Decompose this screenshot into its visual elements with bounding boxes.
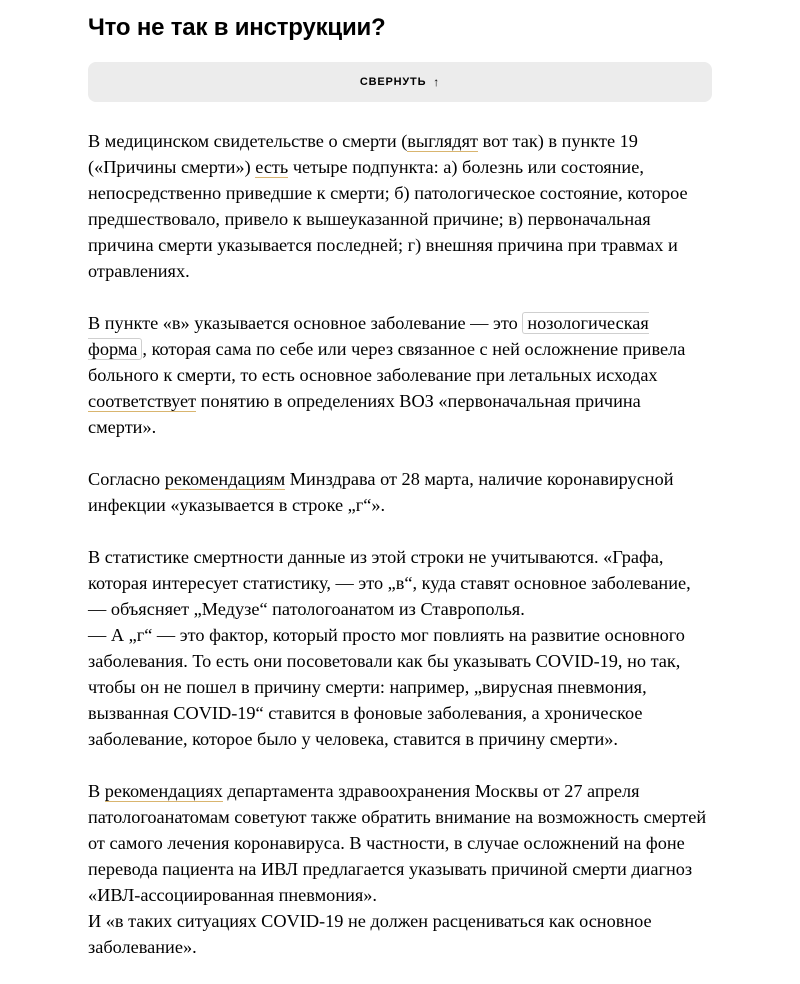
link-rekomendatsiyam[interactable]: рекомендациям	[164, 469, 286, 489]
text-fragment: В пункте «в» указывается основное заболевание — это	[88, 313, 523, 333]
collapse-button[interactable]	[88, 62, 712, 102]
text-fragment: Минздрава от 28 марта, наличие коронавирусной инфекции «указывается в строке „г“».	[88, 469, 674, 515]
text-fragment: , которая сама по себе или через связанное с ней осложнение привела больного к смерти, то есть основное заболевание при летальных исходах	[88, 339, 686, 385]
text-fragment: В	[88, 781, 105, 801]
text-fragment: департамента здравоохранения Москвы от 27 апреля патологоанатомам советуют также обратить внимание на возможность смертей от самого лечения коронавируса. В частности, в случае осложнений на фоне перевода пациента на ИВЛ предлагается указывать причиной смерти диагноз «ИВЛ-ассоциированная пневмония».	[88, 781, 707, 905]
link-nosological-form[interactable]: нозологическая форма	[88, 313, 649, 359]
text-fragment: В статистике смертности данные из этой строки не учитываются. «Графа, которая интересует статистику, — это „в“, куда ставят основное заболевание, — объясняет „Медузе“ патологоанатом из Ставрополья.	[88, 547, 691, 619]
link-sootvetstvuet[interactable]: соответствует	[88, 391, 197, 411]
collapse-label: СВЕРНУТЬ	[359, 76, 427, 88]
arrow-up-icon: ↑	[433, 75, 441, 89]
text-fragment: — А „г“ — это фактор, который просто мог повлиять на развитие основного заболевания. То есть они посоветовали как бы указывать COVID-19, но так, чтобы он не пошел в причину смерти: например, „вирусная пневмония, вызванная COVID-19“ ставится в фоновые заболевания, а хроническое заболевание, которое было у человека, ставится в причину смерти».	[88, 625, 685, 749]
paragraph-death-certificate	[88, 128, 712, 284]
article-body	[88, 128, 712, 960]
link-vyglyadyat[interactable]: выглядят	[407, 131, 479, 151]
text-fragment: вот так) в пункте 19 («Причины смерти»)	[88, 131, 638, 177]
article-section	[88, 0, 712, 960]
paragraph-moscow-dept	[88, 778, 712, 960]
text-fragment: понятию в определениях ВОЗ «первоначальная причина смерти».	[88, 391, 641, 437]
text-fragment: В медицинском свидетельстве о смерти (	[88, 131, 408, 151]
paragraph-statistics	[88, 544, 712, 752]
text-fragment: четыре подпункта: а) болезнь или состояние, непосредственно приведшие к смерти; б) патологическое состояние, которое предшествовало, привело к вышеуказанной причине; в) первоначальная причина смерти указывается последней; г) внешняя причина при травмах и отравлениях.	[88, 157, 688, 281]
paragraph-point-v	[88, 310, 712, 440]
paragraph-minzdrav	[88, 466, 712, 518]
link-rekomendatsiyakh[interactable]: рекомендациях	[104, 781, 223, 801]
link-est[interactable]: есть	[255, 157, 289, 177]
text-fragment: И «в таких ситуациях COVID-19 не должен расцениваться как основное заболевание».	[88, 911, 652, 957]
section-title: Что не так в инструкции?	[88, 14, 386, 41]
text-fragment: Согласно	[88, 469, 165, 489]
